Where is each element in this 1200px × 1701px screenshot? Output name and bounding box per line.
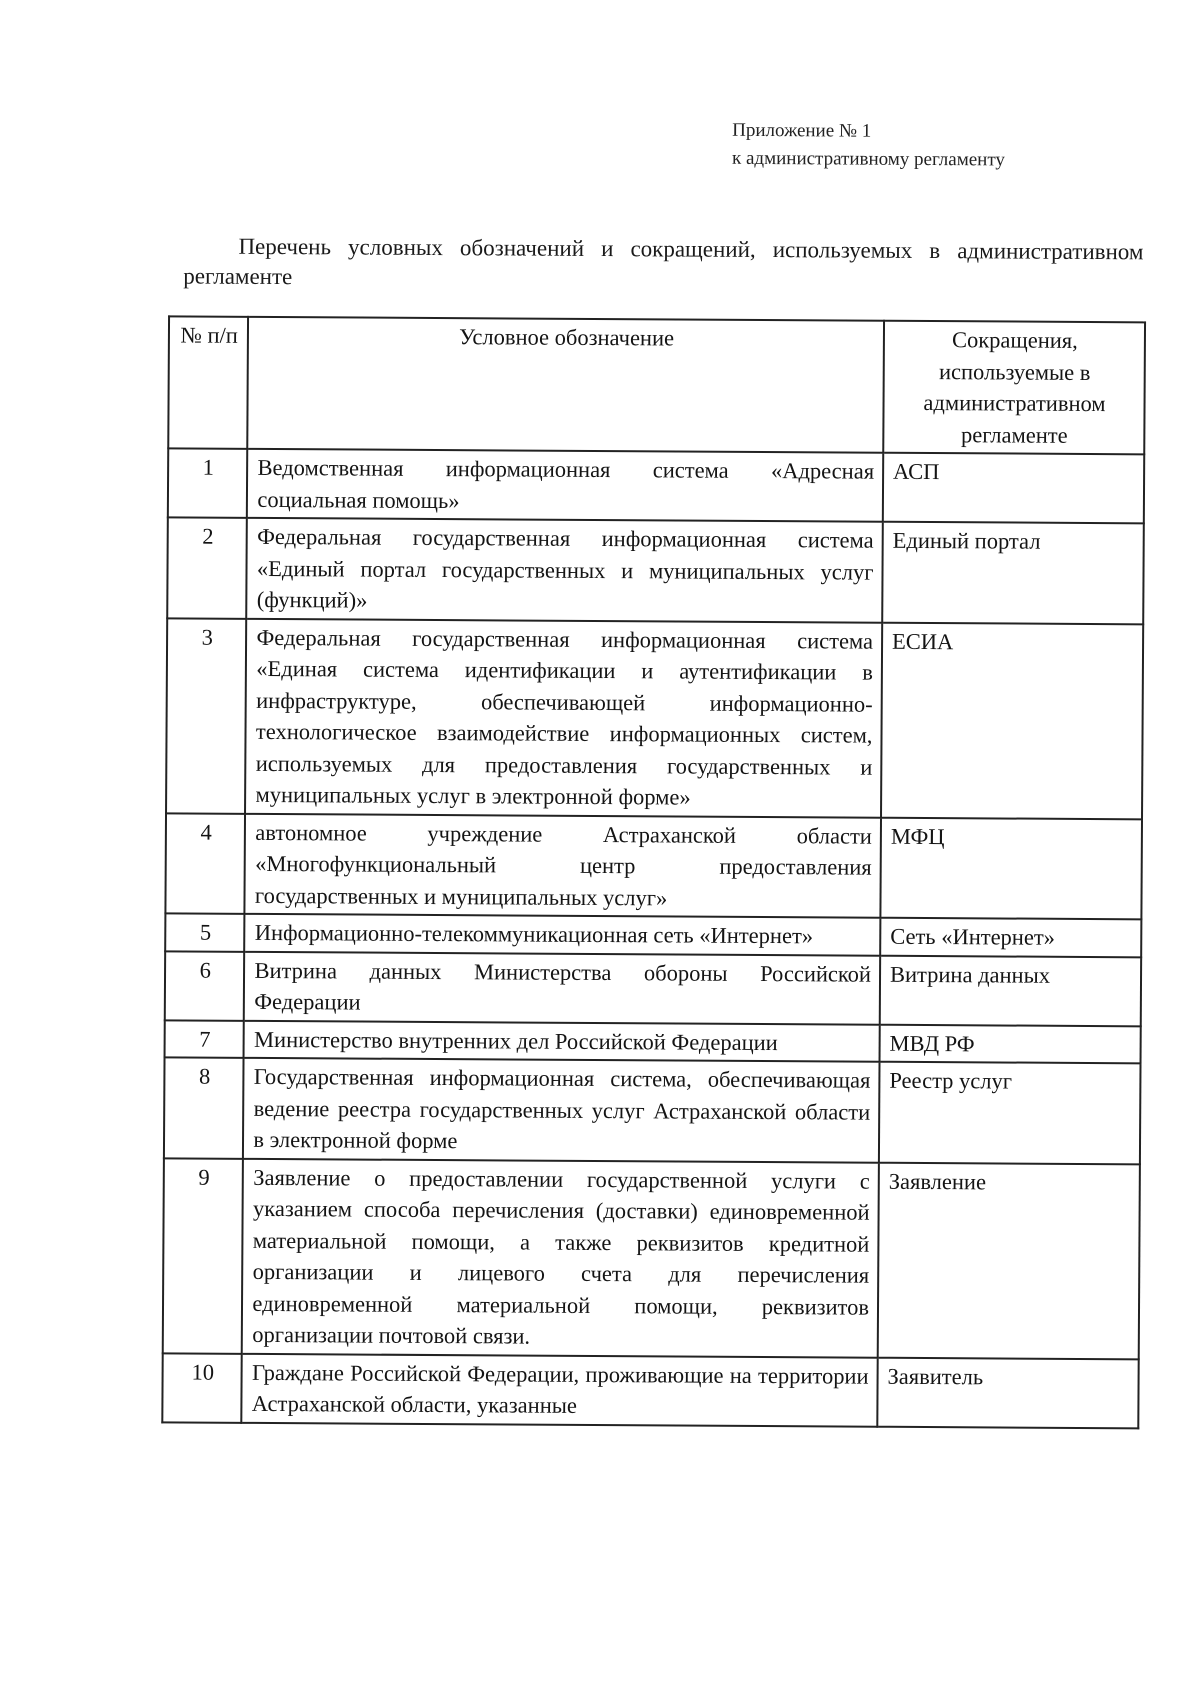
header-designation: Условное обозначение bbox=[248, 317, 884, 453]
table-row bbox=[162, 1353, 1138, 1428]
row-abbreviation: Заявление bbox=[878, 1162, 1140, 1359]
row-designation: Федеральная государственная информационная система «Единая система идентификации и аутентификации в инфраструктуре, обеспечивающей информационно-технологическое взаимодействие информационных систем, используемых для предоставления государственных и муниципальных услуг в электронной форме» bbox=[245, 618, 882, 817]
row-num: 7 bbox=[165, 1020, 245, 1058]
table-header-row bbox=[168, 316, 1145, 454]
row-designation: Министерство внутренних дел Российской Федерации bbox=[244, 1020, 880, 1061]
document-title: Перечень условных обозначений и сокращений, используемых в административном регламенте bbox=[183, 233, 1144, 290]
row-num: 3 bbox=[166, 618, 247, 813]
row-abbreviation: Заявитель bbox=[877, 1357, 1138, 1428]
table-row bbox=[168, 448, 1144, 523]
row-num: 2 bbox=[167, 517, 247, 618]
row-designation: Граждане Российской Федерации, проживающие на территории Астраханской области, указанные bbox=[242, 1353, 878, 1426]
row-designation: Заявление о предоставлении государственной услуги с указанием способа перечисления (доставки) единовременной материальной помощи, а также реквизитов кредитной организации и лицевого счета для перечисления единовременной материальной помощи, реквизитов организации почтовой связи. bbox=[242, 1158, 879, 1357]
row-abbreviation: Реестр услуг bbox=[879, 1062, 1141, 1164]
appendix-line-2: к административному регламенту bbox=[731, 147, 1006, 171]
row-designation: Государственная информационная система, обеспечивающая ведение реестра государственных услуг Астраханской области в электронной форме bbox=[243, 1058, 879, 1162]
appendix-header bbox=[732, 117, 1005, 175]
table-row bbox=[163, 1158, 1140, 1359]
row-num: 9 bbox=[163, 1158, 244, 1353]
table-row bbox=[165, 951, 1141, 1026]
table-row bbox=[167, 517, 1144, 623]
row-num: 5 bbox=[165, 913, 245, 951]
row-num: 1 bbox=[168, 448, 248, 517]
row-abbreviation: Единый портал bbox=[882, 522, 1144, 624]
row-designation: Витрина данных Министерства обороны Российской Федерации bbox=[244, 951, 880, 1024]
row-num: 6 bbox=[165, 951, 245, 1020]
abbreviations-table bbox=[161, 315, 1146, 1428]
row-abbreviation: Витрина данных bbox=[880, 955, 1141, 1026]
table-row bbox=[165, 1020, 1141, 1063]
header-num: № п/п bbox=[168, 316, 248, 448]
row-abbreviation: МФЦ bbox=[880, 817, 1142, 919]
table-row bbox=[165, 813, 1142, 919]
table-row bbox=[165, 913, 1141, 956]
row-abbreviation: Сеть «Интернет» bbox=[880, 918, 1141, 957]
row-num: 8 bbox=[164, 1057, 244, 1158]
row-designation: Федеральная государственная информационная система «Единый портал государственных и муниципальных услуг (функций)» bbox=[247, 518, 883, 622]
row-abbreviation: ЕСИА bbox=[881, 622, 1143, 819]
row-designation: автономное учреждение Астраханской области «Многофункциональный центр предоставления государственных и муниципальных услуг» bbox=[245, 813, 881, 917]
row-num: 10 bbox=[162, 1353, 242, 1422]
row-designation: Ведомственная информационная система «Адресная социальная помощь» bbox=[247, 449, 883, 522]
appendix-line-1: Приложение № 1 bbox=[732, 119, 872, 142]
table-row bbox=[164, 1057, 1141, 1163]
row-abbreviation: МВД РФ bbox=[879, 1024, 1140, 1063]
row-designation: Информационно-телекоммуникационная сеть «Интернет» bbox=[245, 914, 881, 955]
row-abbreviation: АСП bbox=[883, 453, 1144, 524]
header-abbreviation: Сокращения, используемые в административном регламенте bbox=[883, 321, 1145, 455]
row-num: 4 bbox=[165, 813, 245, 914]
table-row bbox=[166, 618, 1143, 819]
